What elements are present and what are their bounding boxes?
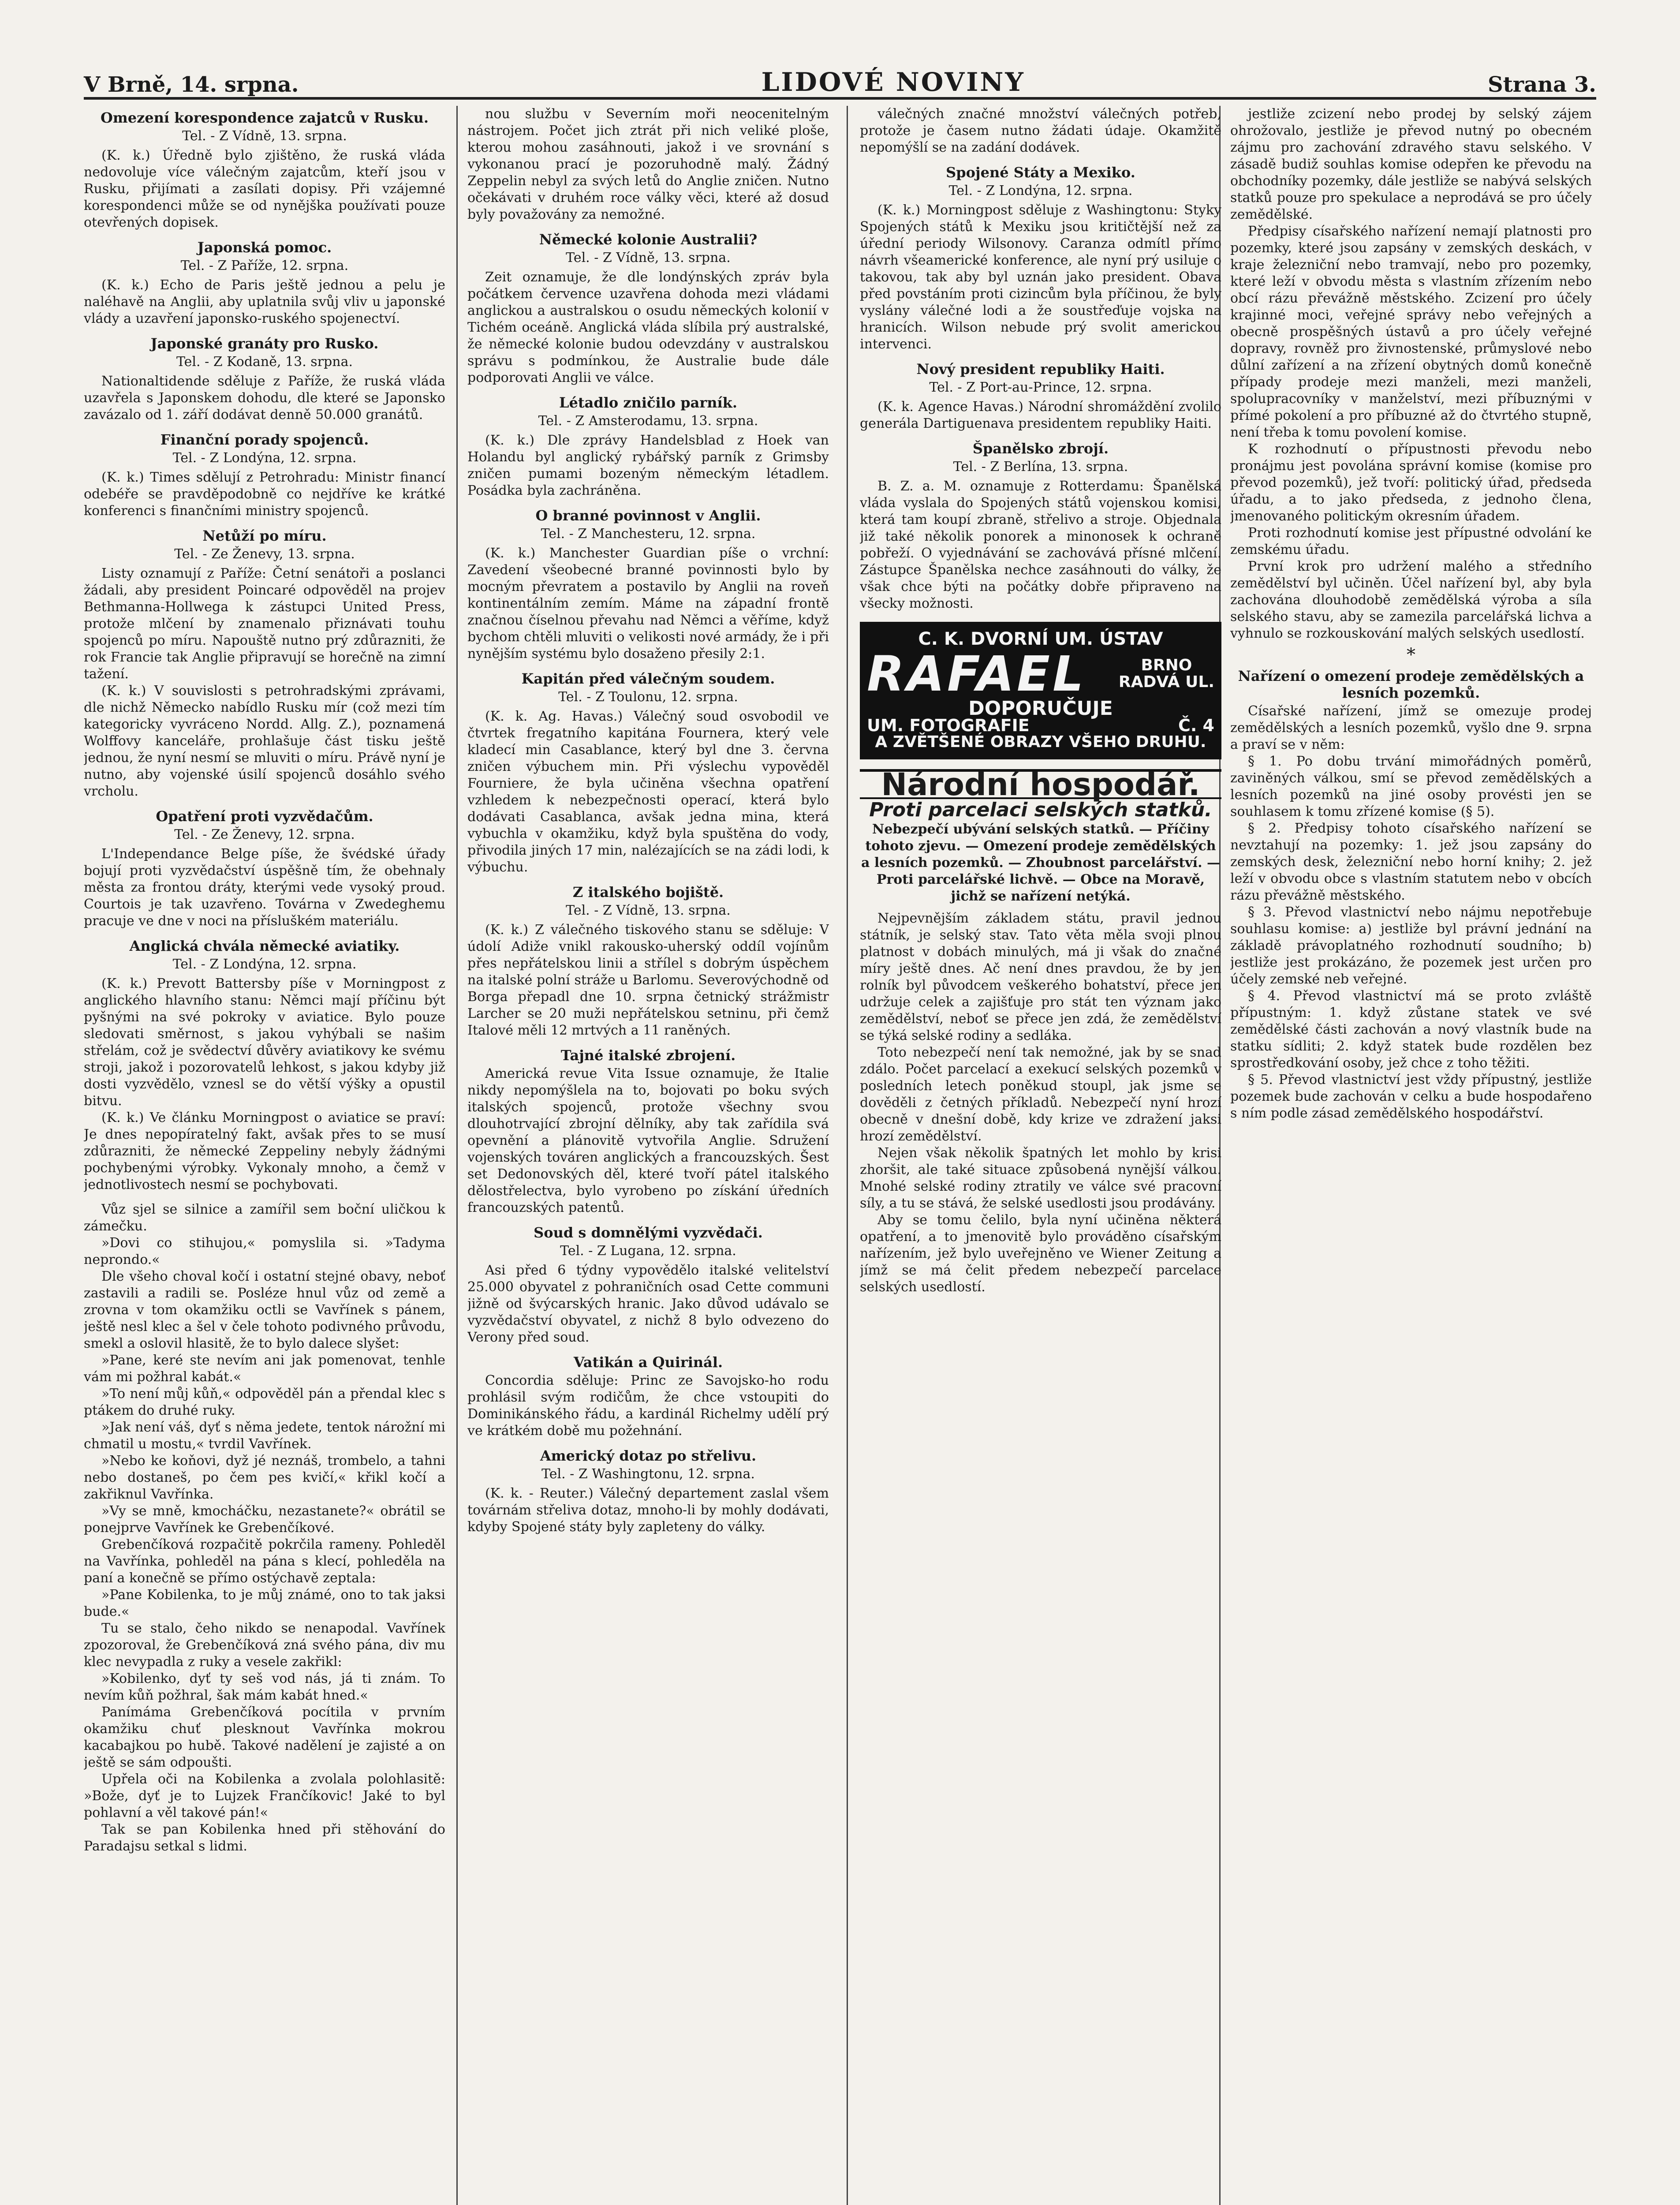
article xyxy=(860,164,1221,353)
article-paragraph: (K. k. Ag. Havas.) Válečný soud osvobodil ve čtvrtek fregatního kapitána Fournera, který vele kladecí min Casablance, který byl dne 3. června zničen výbuchem min. Při výslechu vypověděl Fourniere, že byla učiněna všechna opatření vzhledem k nebezpečnosti operací, která bylo dodávati Casablanca, avšak jedna mina, která vybuchla v okamžiku, když byla spuštěna do vody, přivodila jiných 17 min, nalézajících se na zádi lodi, k výbuchu. xyxy=(467,709,829,875)
article-paragraph: (K. k.) Dle zprávy Handelsblad z Hoek van Holandu byl anglický rybářský parník z Grimsby zničen pumami bozeným německým létadlem. Posádka byla zachráněna. xyxy=(467,433,829,498)
ad-street: RADVÁ UL. xyxy=(1118,673,1214,691)
ad-line-1: C. K. DVORNÍ UM. ÚSTAV xyxy=(918,629,1163,649)
article-paragraph: »To není můj kůň,« odpověděl pán a přendal klec s ptákem do druhé ruky. xyxy=(84,1386,445,1418)
article-paragraph: § 2. Předpisy tohoto císařského nařízení se nevztahují na pozemky: 1. jež jsou zapsány do zemských desk, železniční nebo horní knihy; 2. jež leží v obvodu obce s vlastním statutem nebo v obcích rázu převážně městského. xyxy=(1230,821,1592,903)
article-title: O branné povinnost v Anglii. xyxy=(535,507,761,524)
article-paragraph: (K. k.) Times sdělují z Petrohradu: Ministr financí odebéře se pravděpodobně co nejdříve ke krátké konferenci s finančními ministry spojenců. xyxy=(84,470,445,519)
article-paragraph: (K. k.) Echo de Paris ještě jednou a pelu je naléhavě na Anglii, aby uplatnila svůj vliv u japonské vlády a uzavření japonsko-ruského spojenectví. xyxy=(84,277,445,326)
article-paragraph: Proti rozhodnutí komise jest přípustné odvolání ke zemskému úřadu. xyxy=(1230,525,1592,557)
article-title: Vatikán a Quirinál. xyxy=(573,1354,723,1371)
article xyxy=(84,239,445,327)
article-dateline: Tel. - Z Lugana, 12. srpna. xyxy=(560,1243,736,1259)
article xyxy=(467,884,829,1039)
article-title: Španělsko zbrojí. xyxy=(972,440,1109,457)
article-paragraph: § 5. Převod vlastnictví jest vždy přípustný, jestliže pozemek bude zachován v celku a bude hospodařeno s ním podle zásad zemědělského hospodářství. xyxy=(1230,1072,1592,1121)
article-paragraph: »Dovi co stihujou,« pomyslila si. »Tadyma neprondo.« xyxy=(84,1235,445,1267)
article-paragraph: (K. k.) Úředně bylo zjištěno, že ruská vláda nedovoluje více válečným zajatcům, kteří jsou v Rusku, přijímati a zasílati dopisy. Při vzájemné korespondenci může se od nynějška používati pouze otevřených dopisek. xyxy=(84,148,445,230)
article-title: Netůží po míru. xyxy=(202,527,327,544)
article-title: Nařízení o omezení prodeje zemědělských a lesních pozemků. xyxy=(1238,668,1584,701)
article xyxy=(467,1447,829,1536)
article-dateline: Tel. - Z Vídně, 13. srpna. xyxy=(566,903,731,918)
article-title: Omezení korespondence zajatců v Rusku. xyxy=(101,109,429,126)
article-paragraph: »Kobilenko, dyť ty seš vod nás, já ti znám. To nevím kůň požhral, šak mám kabát hned.« xyxy=(84,1671,445,1703)
article-paragraph: (K. k.) Z válečného tiskového stanu se sděluje: V údolí Adiže vnikl rakousko-uherský oddíl vojínům přes nepřátelskou linii a střílel s dobrým úspěchem na italské polní stráže u Barlomu. Severovýchodně od Borga přepadl dne 10. srpna četnický strážmistr Larcher se 20 muži nepřátelskou setninu, při čemž Italové měli 12 mrtvých a 11 raněných. xyxy=(467,922,829,1038)
article xyxy=(84,1201,445,1855)
article-title: Americký dotaz po střelivu. xyxy=(540,1447,757,1464)
article-title: Japonská pomoc. xyxy=(197,239,332,256)
article-paragraph: (K. k.) Manchester Guardian píše o vrchní: Zavedení všeobecné branné povinnosti bylo by mocným převratem a postavilo by Anglii na roveň kontinentálním zemím. Máme na západní frontě značnou číselnou převahu nad Němci a věříme, když bychom chtěli mluviti o velikosti nové armády, že i při nynějším systému bylo dosaženo přesily 2:1. xyxy=(467,546,829,662)
ad-line-5: A ZVĚTŠENÉ OBRAZY VŠEHO DRUHU. xyxy=(875,733,1206,751)
article-paragraph: První krok pro udržení malého a středního zemědělství byl učiněn. Účel nařízení byl, aby byla zachována dlouhodobě zemědělská výroba a síla selského stavu, aby se zamezila parcelářská lichva a vyhnulo se rozkouskování malých selských usedlostí. xyxy=(1230,559,1592,641)
article-title: Kapitán před válečným soudem. xyxy=(521,670,775,687)
article xyxy=(467,670,829,876)
article-paragraph: (K. k.) Ve článku Morningpost o aviatice se praví: Je dnes nepopíratelný fakt, avšak přes to se musí zdůrazniti, že německé Zeppeliny nebyly žádnými pochybenými výrobky. Vykonaly mnoho, a čemž v jednotlivostech nesmí se pochybovati. xyxy=(84,1110,445,1192)
article xyxy=(467,1047,829,1216)
article-dateline: Tel. - Z Washingtonu, 12. srpna. xyxy=(541,1466,755,1482)
article xyxy=(84,938,445,1193)
column-rule xyxy=(847,106,848,2205)
article-title: Finanční porady spojenců. xyxy=(160,431,369,448)
article-title: Anglická chvála německé aviatiky. xyxy=(129,938,400,954)
article-paragraph: Aby se tomu čelilo, byla nyní učiněna některá opatření, a to jmenovitě bylo prováděno císařským nařízením, jež bylo uveřejněno ve Wiener Zeitung a jímž se má čelit předem nebezpečí parcelace selských usedlostí. xyxy=(860,1212,1221,1295)
article-dateline: Tel. - Z Londýna, 12. srpna. xyxy=(948,183,1133,198)
ad-line-3: DOPORUČUJE xyxy=(968,697,1113,720)
article xyxy=(467,106,829,223)
article-paragraph: Upřela oči na Kobilenka a zvolala polohlasitě: »Bože, dyť je to Lujzek Frančíkovic! Jaké to byl pohlavní a věl takové pán!« xyxy=(84,1771,445,1820)
article-paragraph: Předpisy císařského nařízení nemají platnosti pro pozemky, které jsou zapsány v zemských deskách, v kraje železniční nebo tramvají, nebo pro pozemky, které leží v obvodu města s vlastním zřízením nebo obcí rázu převážně městského. Zcizení pro účely krajinné moci, veřejné správy nebo veřejných a obecně prospěšných ústavů a pro účely veřejné dopravy, rovněž pro živnostenské, průmyslové nebo důlní zařízení a na zřízení obytných domů konečně případy prodeje mezi manželi, mezi manželi, spolupracovníky v manželství, mezi příbuznými v přímé pokolení a pro příbuzné až do čtvrtého stupně, není třeba k tomu povolení komise. xyxy=(1230,224,1592,440)
article-paragraph: Nejpevnějším základem státu, pravil jednou státník, je selský stav. Tato věta měla svoji plnou platnost v dobách minulých, má ji však do značné míry ještě dnes. Ač není dnes pravdou, že by jen rolník byl původcem veškerého bohatství, přece jen udržuje celek a zajišťuje pro stát ten význam jako zemědělství, neboť se přece jen zdá, že zemědělství se týká selské rodiny a sedláka. xyxy=(860,911,1221,1043)
article-paragraph: »Pane Kobilenka, to je můj známé, ono to tak jaksi bude.« xyxy=(84,1587,445,1619)
article-paragraph: Dle všeho choval kočí i ostatní stejné obavy, neboť zastavili a radili se. Posléze hnul vůz od země a zrovna v tom okamžiku octli se Vavřínek s pánem, ještě nesl klec a šel v čele tohoto podivného průvodu, smekl a oslovil hlasitě, že to bylo dalece slyšet: xyxy=(84,1269,445,1351)
article xyxy=(467,231,829,386)
column-4 xyxy=(1230,106,1592,2205)
section-subtitle: Proti parcelaci selských statků. xyxy=(869,799,1212,821)
column-rule xyxy=(456,106,458,2205)
column-1 xyxy=(84,106,445,2205)
article-paragraph: B. Z. a. M. oznamuje z Rotterdamu: Španělská vláda vyslala do Spojených států vojenskou komisi, která tam koupí zbraně, střelivo a stroje. Objednala již také několik ponorek a minonosek k ochraně pobřeží. O vyjednávání se zachovává přísné mlčení. Zástupce Španělska nechce zasáhnouti do války, že však chce býti na počátky dobře připraveno na všecky možnosti. xyxy=(860,478,1221,611)
article-paragraph: (K. k. Agence Havas.) Národní shromáždění zvolilo generála Dartiguenava presidentem republiky Haiti. xyxy=(860,399,1221,431)
article-paragraph: § 1. Po dobu trvání mimořádných poměrů, zaviněných válkou, smí se převod zemědělských a lesních pozemků na jiné osoby provésti jen se souhlasem k tomu zřízené komise (§ 5). xyxy=(1230,754,1592,819)
article-title: Německé kolonie Australii? xyxy=(539,231,758,248)
article xyxy=(84,431,445,519)
article-paragraph: § 4. Převod vlastnictví má se proto zvláště přípustným: 1. když zůstane statek ve své zemědělské části zachován a nový vlastník bude na statku sídliti; 2. když statek bude rozdělen bez sprostředkování osoby, jež chce z toho těžiti. xyxy=(1230,988,1592,1071)
article-paragraph: K rozhodnutí o přípustnosti převodu nebo pronájmu jest povolána správní komise (komise pro převod pozemků), jež tvoří: politický úřad, předseda úřadu, a to jako předseda, z jednoho člena, jmenovaného politickým okresním úřadem. xyxy=(1230,441,1592,524)
article-paragraph: Císařské nařízení, jímž se omezuje prodej zemědělských a lesních pozemků, vyšlo dne 9. srpna a praví se v něm: xyxy=(1230,703,1592,752)
article xyxy=(84,527,445,800)
article-title: Spojené Státy a Mexiko. xyxy=(946,164,1135,181)
ad-city: BRNO xyxy=(1141,656,1192,674)
masthead: LIDOVÉ NOVINY xyxy=(761,67,1025,97)
article-dateline: Tel. - Z Port-au-Prince, 12. srpna. xyxy=(929,380,1152,395)
article-paragraph: (K. k.) V souvislosti s petrohradskými zprávami, dle nichž Německo nabídlo Rusku mír (což mezi tím kategoricky vyvráceno Nordd. Allg. Z.), poznamená Wolffovy kanceláře, prohlašuje část tisku ještě jednou, že nyní nesmí se mluviti o míru. Právě nyní je nutno, aby vojenské úsilí spojenců dosáhlo svého vrcholu. xyxy=(84,683,445,799)
article xyxy=(467,1354,829,1439)
article-title: Z italského bojiště. xyxy=(572,884,724,901)
ad-name: RAFAEL xyxy=(867,646,1086,702)
article xyxy=(84,335,445,423)
article-paragraph: »Pane, keré ste nevím ani jak pomenovat, tenhle vám mi požhral kabát.« xyxy=(84,1353,445,1385)
article-paragraph: Nejen však několik špatných let mohlo by krisi zhoršit, ale také situace způsobená nynější válkou. Mnohé selské rodiny ztratily ve válce své pracovní síly, a tu se stává, že selské usedlosti jsou prodávány. xyxy=(860,1145,1221,1211)
article-title: Opatření proti vyzvědačům. xyxy=(156,808,373,825)
article-dateline: Tel. - Z Amsterodamu, 13. srpna. xyxy=(538,413,758,429)
article-dateline: Tel. - Z Londýna, 12. srpna. xyxy=(172,957,357,972)
article-paragraph: Tu se stalo, čeho nikdo se nenapodal. Vavřínek zpozoroval, že Grebenčíková zná svého pána, div mu klec nevypadla z ruky a vesele zakřikl: xyxy=(84,1621,445,1670)
article-paragraph: válečných značné množství válečných potřeb, protože je časem nutno žádati údaje. Okamžitě nepomýšlí se na zadání dodávek. xyxy=(860,106,1221,155)
column-2 xyxy=(467,106,829,2205)
article-dateline: Tel. - Z Toulonu, 12. srpna. xyxy=(558,689,738,705)
running-head xyxy=(84,62,1596,100)
article-paragraph: (K. k.) Morningpost sděluje z Washingtonu: Styky Spojených států k Mexiku jsou kritičtější než za úřední periody Wilsonovy. Caranza odmítl přímo návrh všeamerické konference, ale nyní prý usiluje o takovou, tak aby byl uznán jako president. Obava před povstáním proti cizincům byla příčinou, že byly vyslány válečné lodi a že soustřeďuje vojska na hranicích. Wilson nebude prý svolit americkou intervenci. xyxy=(860,202,1221,352)
article xyxy=(84,109,445,231)
article-paragraph: § 3. Převod vlastnictví nebo nájmu nepotřebuje souhlasu komise: a) jestliže byl právní jednání na základě právoplatného rozhodnutí soudního; b) jestliže jest prokázáno, že pozemek jest určen pro účely zemské neb veřejné. xyxy=(1230,904,1592,987)
article-paragraph: L'Independance Belge píše, že švédské úřady bojují proti vyzvědačství úspěšně tím, že obehnaly města za frontou dráty, kterými vede vysoký proud. Courtois je tak uzavřeno. Továrna v Zwedeghemu pracuje ve dne v noci na přísluškém materiálu. xyxy=(84,846,445,929)
article-title: Soud s domnělými vyzvědači. xyxy=(534,1224,763,1241)
advertisement-rafael xyxy=(860,622,1221,759)
article-paragraph: Vůz sjel se silnice a zamířil sem boční uličkou k zámečku. xyxy=(84,1202,445,1234)
article-paragraph: Asi před 6 týdny vypovědělo italské velitelství 25.000 obyvatel z pohraničních osad Cette communi jižně od švýcarských hranic. Jako důvod udávalo se vyzvědačství obyvatel, z nichž 8 bylo odvezeno do Verony před soud. xyxy=(467,1263,829,1345)
ad-number: Č. 4 xyxy=(1178,716,1214,735)
column-3 xyxy=(860,106,1221,2205)
article-paragraph: Tak se pan Kobilenka hned při stěhování do Paradajsu setkal s lidmi. xyxy=(84,1822,445,1854)
header-date: V Brně, 14. srpna. xyxy=(84,72,299,97)
separator-star: * xyxy=(1407,645,1415,665)
article-paragraph: Zeit oznamuje, že dle londýnských zpráv byla počátkem července uzavřena dohoda mezi vládami anglickou a australskou o osudu německých kolonií v Tichém oceáně. Anglická vláda slíbila prý australské, že německé kolonie budou odevzdány v australskou správu s podmínkou, že Australie bude dále podporovati Anglii ve válce. xyxy=(467,269,829,385)
article-paragraph: Listy oznamují z Paříže: Četní senátoři a poslanci žádali, aby president Poincaré odpověděl na projev Bethmanna-Hollwega k zástupci United Press, protože mlčení by znamenalo přiznávati touhu spojenců po míru. Napouště nutno prý zdůrazniti, že rok Francie tak Anglie připravují se horečně na zimní tažení. xyxy=(84,566,445,682)
article-title: Japonské granáty pro Rusko. xyxy=(150,335,379,352)
article-paragraph: (K. k.) Prevott Battersby píše v Morningpost z anglického hlavního stanu: Němci mají příčinu být pyšnými na své pokroky v aviatice. Bylo pouze sledovati směrnost, s jakou vyhýbali se našim střelám, což je svědectví důvěry aviatikovy ke svému stroji, jakož i pozorovatelů lehkost, s jakou kdyby již dosti vyzvědělo, vznesl se do větší výšky a opustil bitvu. xyxy=(84,976,445,1109)
article-dateline: Tel. - Z Vídně, 13. srpna. xyxy=(566,250,731,265)
ad-line-4: UM. FOTOGRAFIE xyxy=(867,716,1030,735)
section-lede: Nebezpečí ubývání selských statků. — Příčiny tohoto zjevu. — Omezení prodeje zemědělských a lesních pozemků. — Zhoubnost parcelářství. — Proti parcelářské lichvě. — Obce na Moravě, jichž se nařízení netýká. xyxy=(861,822,1220,904)
article-paragraph: jestliže zcizení nebo prodej by selský zájem ohrožovalo, jestliže je převod nutný po obecném zájmu pro zachování zdravého stavu selského. V zásadě budiž souhlas komise odepřen ke převodu na obchodníky pozemky, dále jestliže se nabývá selských statků pouze pro spekulace a neprodává se pro účely zemědělské. xyxy=(1230,106,1592,222)
article xyxy=(467,394,829,499)
article xyxy=(860,361,1221,432)
article-dateline: Tel. - Z Berlína, 13. srpna. xyxy=(953,459,1128,475)
article-dateline: Tel. - Ze Ženevy, 13. srpna. xyxy=(174,546,355,562)
article-dateline: Tel. - Z Londýna, 12. srpna. xyxy=(172,450,357,466)
article-dateline: Tel. - Z Manchesteru, 12. srpna. xyxy=(541,526,756,542)
article xyxy=(467,1224,829,1346)
page-number: Strana 3. xyxy=(1487,72,1596,97)
article xyxy=(860,106,1221,156)
article xyxy=(84,808,445,930)
article-paragraph: Concordia sděluje: Princ ze Savojsko-ho rodu prohlásil svým rodičům, že chce vstoupiti do Dominikánského řádu, a kardinál Richelmy udělí prý ve krátkém době mu požehnání. xyxy=(467,1373,829,1439)
article-paragraph: Panímáma Grebenčíková pocítila v prvním okamžiku chuť plesknout Vavřínka mokrou kacabajkou po hubě. Takové nadělení je zajisté a on ještě se sám odpoušti. xyxy=(84,1704,445,1770)
article-dateline: Tel. - Ze Ženevy, 12. srpna. xyxy=(174,827,355,842)
article xyxy=(467,507,829,662)
article-title: Nový president republiky Haiti. xyxy=(916,361,1165,377)
section-title: Národní hospodář. xyxy=(860,769,1221,799)
article-paragraph: nou službu v Severním moři neocenitelným nástrojem. Počet jich ztrát při nich veliké ploše, kterou mohou zasáhnouti, jakož i ve srovnání s vykonanou prací je pozoruhodně malý. Žádný Zeppelin nebyl za svých letů do Anglie zničen. Nutno očekávati v druhém roce války věci, které až dosud byly považovány za nemožné. xyxy=(467,106,829,222)
article-paragraph: »Jak není váš, dyť s něma jedete, tentok nárožní mi chmatil u mostu,« tvrdil Vavřínek. xyxy=(84,1420,445,1452)
article-paragraph: (K. k. - Reuter.) Válečný departement zaslal všem továrnám střeliva dotaz, mnoho-li by mohly dodávati, kdyby Spojené státy byly zapleteny do války. xyxy=(467,1486,829,1535)
article-title: Létadlo zničilo parník. xyxy=(559,394,737,411)
article-paragraph: Toto nebezpečí není tak nemožné, jak by se snad zdálo. Počet parcelací a exekucí selských pozemků v posledních letech poněkud stoupl, jak jsme se dověděli z četných příkladů. Nebezpečí nyní hrozí obecně v dnešní době, kdy krize ve zdražení jaksi hrozí zemědělství. xyxy=(860,1045,1221,1144)
article-paragraph: Americká revue Vita Issue oznamuje, že Italie nikdy nepomýšlela na to, bojovati po boku svých italských spojenců, protože všechny svou dlouhotrvající zbrojní dělníky, aby tak zařídila svá opevnění a plánovitě vytvořila Anglie. Sdružení vojenských továren anglických a francouzských. Šest set Dedonovských děl, které tvoří pátel italského dělostřelectva, bylo vyrobeno po získání úředních francouzských patentů. xyxy=(467,1066,829,1215)
article-dateline: Tel. - Z Paříže, 12. srpna. xyxy=(180,258,349,273)
article-paragraph: »Vy se mně, kmocháčku, nezastanete?« obrátil se ponejprve Vavřínek ke Grebenčíkové. xyxy=(84,1503,445,1536)
article-paragraph: Grebenčíková rozpačitě pokrčila rameny. Pohleděl na Vavřínka, pohleděl na pána s klecí, pohleděla na paní a konečně se přímo ostýchavě zeptala: xyxy=(84,1537,445,1586)
article-dateline: Tel. - Z Vídně, 13. srpna. xyxy=(182,128,347,144)
article-dateline: Tel. - Z Kodaně, 13. srpna. xyxy=(176,354,353,370)
article-title: Tajné italské zbrojení. xyxy=(560,1047,736,1064)
article-paragraph: »Nebo ke koňovi, dyž jé neznáš, trombelo, a tahni nebo dostaneš, po čem pes kvičí,« křikl kočí a zakřiknul Vavřínka. xyxy=(84,1453,445,1502)
article-paragraph: Nationaltidende sděluje z Paříže, že ruská vláda uzavřela s Japonskem dohodu, dle které se Japonsko zavázalo od 1. září dodávat denně 50.000 granátů. xyxy=(84,374,445,422)
article xyxy=(860,440,1221,612)
